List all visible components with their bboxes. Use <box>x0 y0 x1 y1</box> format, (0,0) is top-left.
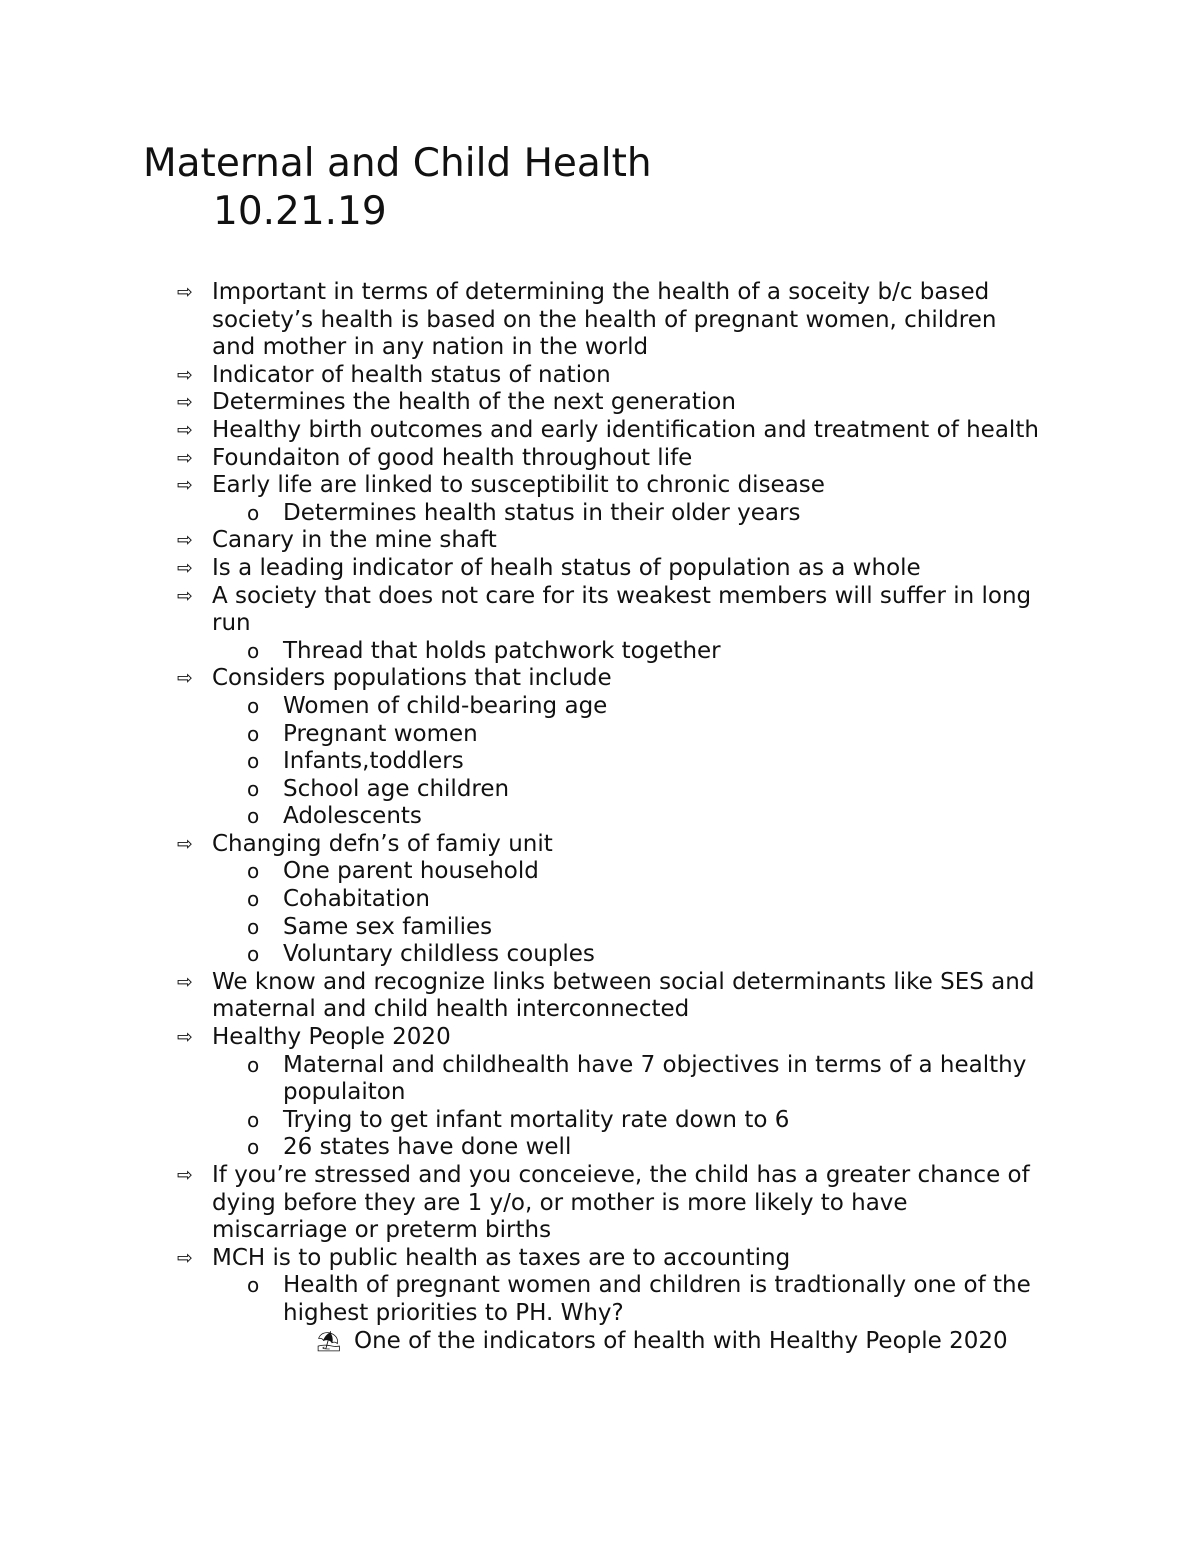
list-item <box>0 803 1063 831</box>
list-item-text: Determines the health of the next generation <box>212 389 736 416</box>
list-item-text: Pregnant women <box>283 720 478 747</box>
list-item <box>0 1162 1072 1245</box>
circle-bullet-icon: o <box>247 721 260 746</box>
list-item-text: Cohabitation <box>283 886 430 913</box>
circle-bullet-icon: o <box>247 1273 260 1298</box>
list-item-text: Voluntary childless couples <box>283 941 595 968</box>
list-item-text: Adolescents <box>283 803 422 830</box>
umbrella-bullet-icon: ⛱ <box>316 1328 342 1353</box>
list-item-text: Is a leading indicator of healh status of population as a whole <box>212 554 921 581</box>
list-item-text: Healthy birth outcomes and early identification and treatment of health <box>212 416 1039 443</box>
arrow-bullet-icon: ⇨ <box>177 832 193 855</box>
list-item-text: Canary in the mine shaft <box>212 527 497 554</box>
arrow-bullet-icon: ⇨ <box>177 418 193 441</box>
list-item-text: Considers populations that include <box>212 665 612 692</box>
list-item-text: Healthy People 2020 <box>212 1024 451 1051</box>
list-item <box>0 1245 1072 1273</box>
list-item <box>0 1024 1072 1052</box>
list-item <box>0 1052 1063 1107</box>
list-item-text: Important in terms of determining the health of a soceity b/c based society’s health is based on the health of pregnant women, children and mother in any nation in the world <box>212 279 997 361</box>
page-date: 10.21.19 <box>213 189 387 234</box>
list-item-text: Maternal and childhealth have 7 objectives in terms of a healthy populaiton <box>283 1051 1027 1106</box>
list-item-text: Health of pregnant women and children is tradtionally one of the highest priorities to PH. Why? <box>283 1272 1031 1326</box>
circle-bullet-icon: o <box>247 887 260 912</box>
list-item <box>0 831 1072 859</box>
arrow-bullet-icon: ⇨ <box>177 474 193 497</box>
list-item-text: Trying to get infant mortality rate down to 6 <box>283 1106 790 1133</box>
list-item-text: A society that does not care for its weakest members will suffer in long run <box>212 582 1032 637</box>
circle-bullet-icon: o <box>247 859 260 884</box>
list-item <box>0 1272 1063 1327</box>
list-item <box>0 472 1072 500</box>
list-item <box>0 914 1063 942</box>
circle-bullet-icon: o <box>247 749 260 774</box>
list-item <box>0 858 1063 886</box>
list-item-text: MCH is to public health as taxes are to accounting <box>212 1244 791 1271</box>
arrow-bullet-icon: ⇨ <box>177 391 193 414</box>
arrow-bullet-icon: ⇨ <box>177 584 193 607</box>
list-item <box>0 941 1063 969</box>
list-item-text: Thread that holds patchwork together <box>283 637 721 664</box>
list-item-text: 26 states have done well <box>283 1134 572 1161</box>
list-item-text: Indicator of health status of nation <box>212 361 611 388</box>
list-item <box>0 555 1072 583</box>
list-item-text: Women of child-bearing age <box>283 692 608 719</box>
list-item <box>0 362 1072 390</box>
arrow-bullet-icon: ⇨ <box>177 446 193 469</box>
list-item-text: One parent household <box>283 858 539 885</box>
circle-bullet-icon: o <box>247 1052 260 1077</box>
circle-bullet-icon: o <box>247 638 260 663</box>
list-item <box>0 389 1072 417</box>
circle-bullet-icon: o <box>247 804 260 829</box>
notes-list <box>0 279 1200 1355</box>
arrow-bullet-icon: ⇨ <box>177 667 193 690</box>
arrow-bullet-icon: ⇨ <box>177 970 193 993</box>
circle-bullet-icon: o <box>247 500 260 525</box>
circle-bullet-icon: o <box>247 914 260 939</box>
list-item-text: Early life are linked to susceptibilit to chronic disease <box>212 472 825 499</box>
circle-bullet-icon: o <box>247 942 260 967</box>
list-item-text: Changing defn’s of famiy unit <box>212 830 553 857</box>
list-item-text: Foundaiton of good health throughout life <box>212 444 693 471</box>
page-title: Maternal and Child Health <box>143 141 652 186</box>
list-item-text: One of the indicators of health with Healthy People 2020 <box>354 1327 1008 1354</box>
circle-bullet-icon: o <box>247 1107 260 1132</box>
list-item-text: Same sex families <box>283 913 493 940</box>
list-item <box>0 500 1063 528</box>
list-item-text: School age children <box>283 775 510 802</box>
list-item <box>0 969 1072 1024</box>
list-item-text: Determines health status in their older years <box>283 499 801 526</box>
list-item <box>0 693 1063 721</box>
list-item <box>0 721 1063 749</box>
arrow-bullet-icon: ⇨ <box>177 1026 193 1049</box>
list-item <box>0 1107 1063 1135</box>
list-item <box>0 583 1072 638</box>
list-item <box>0 527 1072 555</box>
circle-bullet-icon: o <box>247 1135 260 1160</box>
arrow-bullet-icon: ⇨ <box>177 529 193 552</box>
arrow-bullet-icon: ⇨ <box>177 556 193 579</box>
circle-bullet-icon: o <box>247 776 260 801</box>
arrow-bullet-icon: ⇨ <box>177 1246 193 1269</box>
arrow-bullet-icon: ⇨ <box>177 281 193 303</box>
list-item <box>0 279 1072 362</box>
list-item-text: Infants,toddlers <box>283 748 464 775</box>
arrow-bullet-icon: ⇨ <box>177 363 193 386</box>
list-item-text: We know and recognize links between social determinants like SES and maternal and child health interconnected <box>212 968 1035 1023</box>
list-item-text: If you’re stressed and you conceieve, the child has a greater chance of dying before they are 1 y/o, or mother is more likely to have miscarriage or preterm births <box>212 1162 1030 1244</box>
list-item <box>0 638 1063 666</box>
circle-bullet-icon: o <box>247 693 260 718</box>
list-item <box>0 1134 1063 1162</box>
list-item <box>0 886 1063 914</box>
arrow-bullet-icon: ⇨ <box>177 1164 193 1186</box>
list-item <box>0 417 1072 445</box>
list-item <box>0 665 1072 693</box>
list-item <box>0 748 1063 776</box>
list-item <box>0 776 1063 804</box>
list-item <box>0 1328 1054 1356</box>
list-item <box>0 445 1072 473</box>
